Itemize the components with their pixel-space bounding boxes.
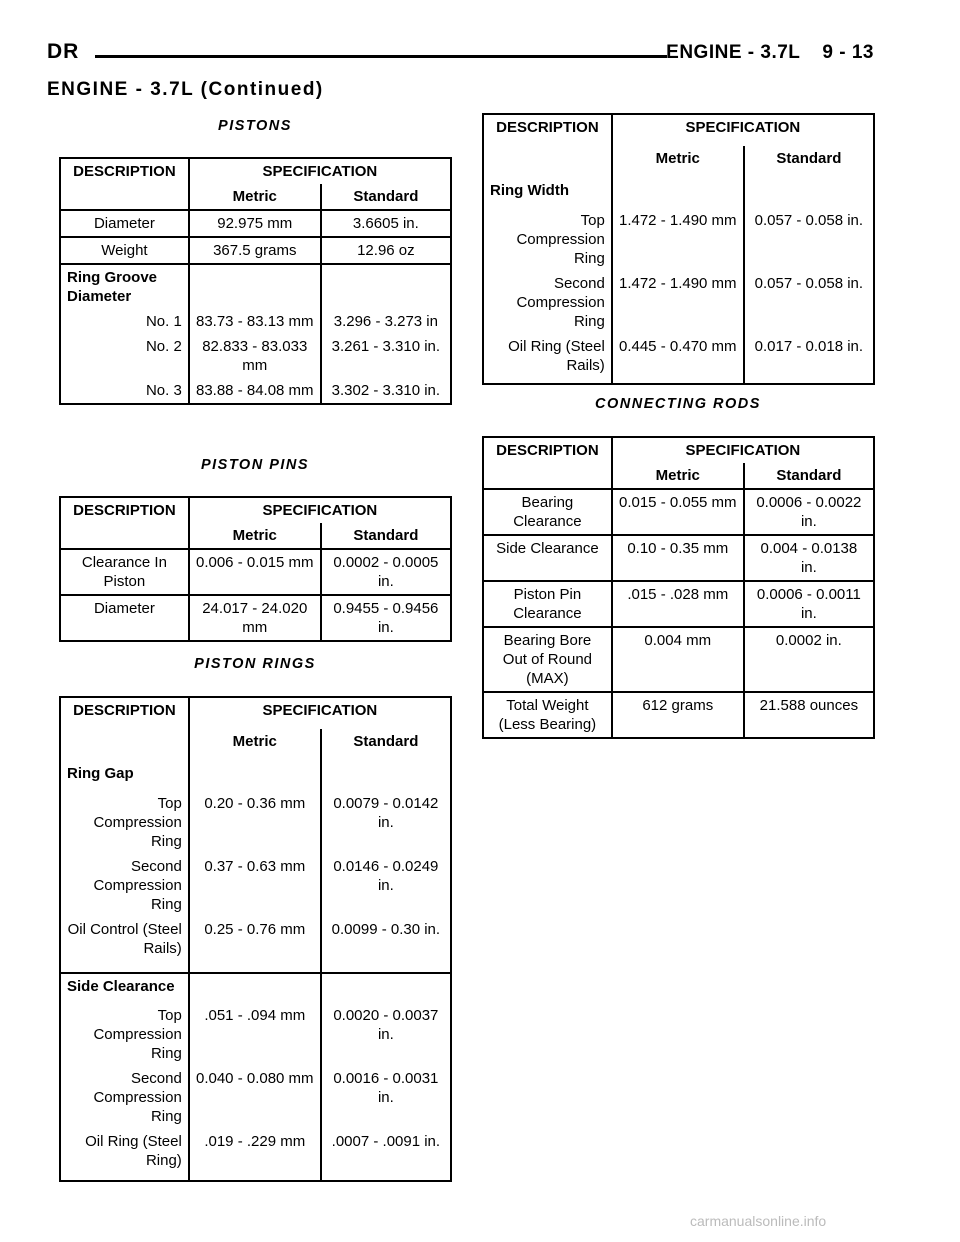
table-row: Top Compression Ring 1.472 - 1.490 mm 0.057 - 0.058 in. — [483, 208, 874, 271]
side-clearance-label: Side Clearance — [60, 973, 189, 1003]
col-metric: Metric — [189, 184, 321, 210]
group-label-row: Ring Groove Diameter — [60, 264, 451, 309]
table-row: Weight 367.5 grams 12.96 oz — [60, 237, 451, 264]
table-row: Top Compression Ring 0.20 - 0.36 mm 0.0079 - 0.0142 in. — [60, 791, 451, 854]
piston-pins-title: PISTON PINS — [200, 457, 310, 473]
table-row: Piston Pin Clearance .015 - .028 mm 0.0006 - 0.0011 in. — [483, 581, 874, 627]
table-row: Clearance In Piston 0.006 - 0.015 mm 0.0002 - 0.0005 in. — [60, 549, 451, 595]
connecting-rods-title: CONNECTING RODS — [595, 396, 761, 412]
table-row: Top Compression Ring .051 - .094 mm 0.0020 - 0.0037 in. — [60, 1003, 451, 1066]
pistons-table — [59, 157, 452, 405]
table-row: Bearing Bore Out of Round (MAX) 0.004 mm 0.0002 in. — [483, 627, 874, 692]
piston-pins-table: DESCRIPTION SPECIFICATION Metric Standard Clearance In Piston 0.006 - 0.015 mm 0.0002 - 0.0005 in. Diameter 24.017 - 24.020 mm 0.9455 - 0.9456 in. — [59, 496, 452, 642]
table-row: Oil Ring (Steel Ring) .019 - .229 mm .0007 - .0091 in. — [60, 1129, 451, 1181]
table-row: No. 3 83.88 - 84.08 mm 3.302 - 3.310 in. — [60, 378, 451, 404]
table-row: Diameter 24.017 - 24.020 mm 0.9455 - 0.9456 in. — [60, 595, 451, 641]
continued-heading: ENGINE - 3.7L (Continued) — [47, 79, 324, 100]
table-row: Oil Control (Steel Rails) 0.25 - 0.76 mm 0.0099 - 0.30 in. — [60, 917, 451, 973]
header-rule — [95, 55, 667, 58]
col-specification: SPECIFICATION — [262, 163, 378, 180]
table-row: Second Compression Ring 0.040 - 0.080 mm 0.0016 - 0.0031 in. — [60, 1066, 451, 1129]
header-section-code: DR — [47, 40, 80, 63]
table-row: No. 2 82.833 - 83.033 mm 3.261 - 3.310 in. — [60, 334, 451, 378]
header-right — [644, 42, 874, 64]
ring-width-table: DESCRIPTION SPECIFICATION Metric Standard Ring Width Top Compression Ring 1.472 - 1.490 mm 0.057 - 0.058 in. Second Compression Ring 1.472 - 1.490 mm 0.057 - 0.058 in. Oil Ring (Steel Rails) 0.445 - 0.470 mm 0.017 - 0.018 in. — [482, 113, 875, 385]
pistons-title: PISTONS — [218, 118, 292, 134]
table-row: Total Weight (Less Bearing) 612 grams 21.588 ounces — [483, 692, 874, 738]
ring-width-label: Ring Width — [483, 178, 612, 208]
table-row: Diameter 92.975 mm 3.6605 in. — [60, 210, 451, 237]
col-standard: Standard — [321, 184, 451, 210]
page-number: 9 - 13 — [822, 42, 874, 63]
table-row: Side Clearance 0.10 - 0.35 mm 0.004 - 0.0138 in. — [483, 535, 874, 581]
ring-gap-label: Ring Gap — [60, 761, 189, 791]
table-row: Second Compression Ring 0.37 - 0.63 mm 0.0146 - 0.0249 in. — [60, 854, 451, 917]
table-row: Bearing Clearance 0.015 - 0.055 mm 0.0006 - 0.0022 in. — [483, 489, 874, 535]
header-title: ENGINE - 3.7L — [666, 42, 801, 63]
piston-rings-title: PISTON RINGS — [194, 656, 316, 672]
connecting-rods-table: DESCRIPTION SPECIFICATION Metric Standard Bearing Clearance 0.015 - 0.055 mm 0.0006 - 0.0022 in. Side Clearance 0.10 - 0.35 mm 0.004 - 0.0138 in. Piston Pin Clearance .015 - .028 mm 0.0006 - 0.0011 in. Bearing Bore Out of Round (MAX) 0.004 mm 0.0002 in. Total Weight (Less Bearing) 612 grams 21.588 ounces — [482, 436, 875, 739]
table-row: No. 1 83.73 - 83.13 mm 3.296 - 3.273 in — [60, 309, 451, 334]
watermark: carmanualsonline.info — [690, 1213, 827, 1229]
piston-rings-table: DESCRIPTION SPECIFICATION Metric Standard Ring Gap Top Compression Ring 0.20 - 0.36 mm 0.0079 - 0.0142 in. Second Compression Ring 0.37 - 0.63 mm 0.0146 - 0.0249 in. Oil Control (Steel Rails) 0.25 - 0.76 mm 0.0099 - 0.30 in. Side Clearance Top Compression Ring .051 - .094 mm 0.0020 - 0.0037 in. Second Compression Ring 0.040 - 0.080 mm 0.0016 - 0.0031 in. Oil Ring (Steel Ring) .019 - .229 mm .0007 - .0091 in. — [59, 696, 452, 1182]
col-description: DESCRIPTION — [60, 158, 189, 184]
table-row: Second Compression Ring 1.472 - 1.490 mm 0.057 - 0.058 in. — [483, 271, 874, 334]
table-row: Oil Ring (Steel Rails) 0.445 - 0.470 mm 0.017 - 0.018 in. — [483, 334, 874, 384]
